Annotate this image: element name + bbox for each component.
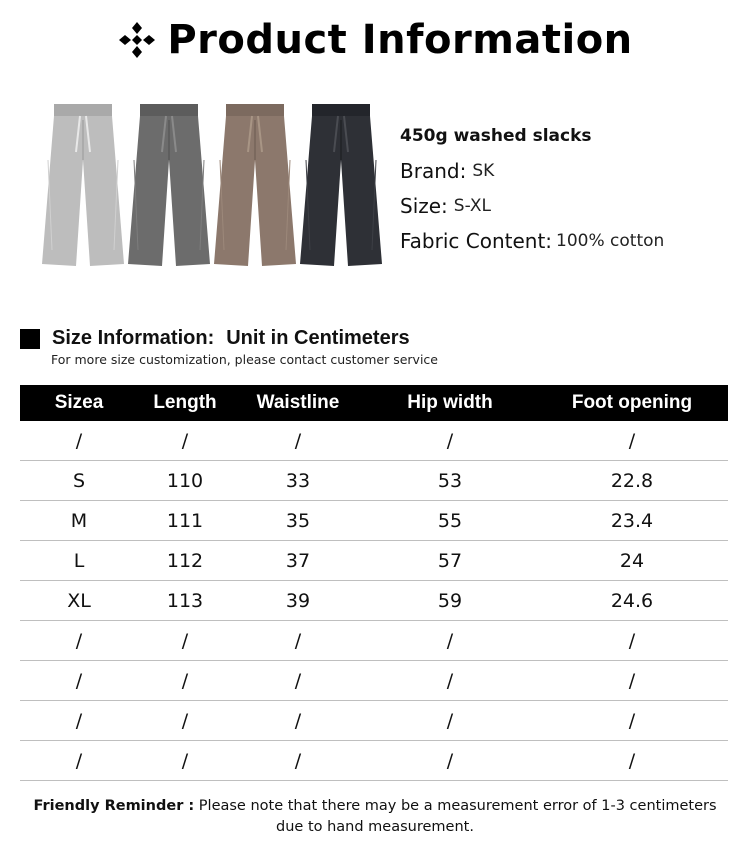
reminder-line-1: [0, 796, 750, 817]
cell: /: [138, 741, 232, 781]
black-pants-image: [298, 100, 384, 272]
header-waistline: Waistline: [232, 385, 364, 421]
product-info: [400, 118, 664, 258]
cell: 57: [364, 541, 536, 581]
cell: /: [364, 741, 536, 781]
brand-label: Brand:: [400, 158, 467, 183]
cell: 113: [138, 581, 232, 621]
header-size: Sizea: [20, 385, 138, 421]
cell: 55: [364, 501, 536, 541]
size-table-header: [20, 385, 728, 421]
cell: /: [536, 741, 728, 781]
cell: /: [364, 661, 536, 701]
product-images: [40, 100, 386, 272]
cell: /: [232, 621, 364, 661]
reminder-line-2: due to hand measurement.: [276, 819, 474, 835]
cell: /: [536, 621, 728, 661]
cell: /: [138, 421, 232, 461]
brand-row: [400, 153, 664, 188]
cell: /: [20, 421, 138, 461]
cell: 110: [138, 461, 232, 501]
cell: /: [20, 701, 138, 741]
diamond-dots-icon: [117, 20, 157, 60]
cell: XL: [20, 581, 138, 621]
cell: 24: [536, 541, 728, 581]
table-row: [20, 541, 728, 581]
cell: /: [20, 661, 138, 701]
header-foot-opening: Foot opening: [536, 385, 728, 421]
cell: M: [20, 501, 138, 541]
size-value: S-XL: [453, 195, 491, 216]
cell: 24.6: [536, 581, 728, 621]
fabric-label: Fabric Content:: [400, 228, 553, 253]
cell: /: [536, 701, 728, 741]
size-title-text: Size Information:: [52, 327, 215, 349]
cell: /: [536, 661, 728, 701]
fabric-row: [400, 223, 664, 258]
cell: L: [20, 541, 138, 581]
table-row: [20, 501, 728, 541]
table-row: [20, 661, 728, 701]
reminder-text: Please note that there may be a measurement error of 1-3 centimeters: [194, 798, 717, 814]
brown-pants-image: [212, 100, 298, 272]
cell: 39: [232, 581, 364, 621]
cell: /: [20, 621, 138, 661]
reminder-label: Friendly Reminder :: [33, 798, 195, 814]
cell: /: [138, 661, 232, 701]
cell: /: [232, 661, 364, 701]
cell: /: [536, 421, 728, 461]
cell: 37: [232, 541, 364, 581]
table-row: [20, 621, 728, 661]
table-row: [20, 421, 728, 461]
light-grey-pants-image: [40, 100, 126, 272]
cell: 22.8: [536, 461, 728, 501]
cell: 112: [138, 541, 232, 581]
table-row: [20, 741, 728, 781]
cell: /: [138, 621, 232, 661]
size-table: [20, 385, 728, 781]
page-header: [0, 14, 750, 66]
cell: 23.4: [536, 501, 728, 541]
cell: /: [138, 701, 232, 741]
size-row: [400, 188, 664, 223]
dark-grey-pants-image: [126, 100, 212, 272]
fabric-value: 100% cotton: [556, 230, 665, 251]
cell: 111: [138, 501, 232, 541]
table-row: [20, 701, 728, 741]
cell: S: [20, 461, 138, 501]
product-name: 450g washed slacks: [400, 125, 592, 146]
friendly-reminder: [0, 796, 750, 838]
cell: 33: [232, 461, 364, 501]
size-section-title: [52, 327, 410, 350]
header-hip-width: Hip width: [364, 385, 536, 421]
header-length: Length: [138, 385, 232, 421]
cell: 35: [232, 501, 364, 541]
cell: /: [232, 741, 364, 781]
cell: 53: [364, 461, 536, 501]
cell: /: [232, 421, 364, 461]
size-section-subtitle: For more size customization, please contact customer service: [51, 352, 438, 367]
table-row: [20, 461, 728, 501]
black-square-icon: [20, 329, 40, 349]
table-row: [20, 581, 728, 621]
brand-value: SK: [472, 160, 495, 181]
cell: /: [364, 621, 536, 661]
size-unit-text: Unit in Centimeters: [226, 327, 410, 349]
cell: 59: [364, 581, 536, 621]
cell: /: [20, 741, 138, 781]
page-title: Product Information: [167, 17, 633, 63]
size-section-header: [20, 327, 410, 350]
size-label: Size:: [400, 193, 448, 218]
cell: /: [232, 701, 364, 741]
cell: /: [364, 421, 536, 461]
cell: /: [364, 701, 536, 741]
